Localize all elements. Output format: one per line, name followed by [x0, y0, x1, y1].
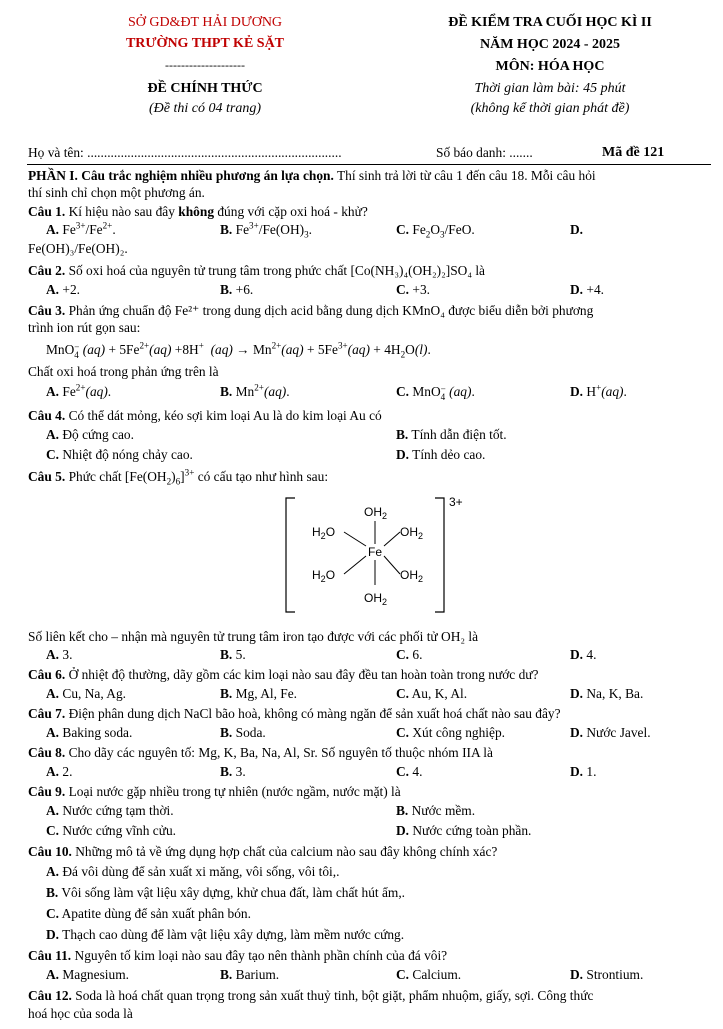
svg-text:OH2: $OH_2$	[364, 505, 388, 521]
q1-option-d: D.	[570, 222, 584, 237]
q11-option-c: C. Calcium.	[396, 967, 462, 982]
q6-option-a: A. Cu, Na, Ag.	[46, 686, 126, 701]
q3-stem: Câu 3. Phản ứng chuẩn độ Fe²⁺ trong dung dịch acid bằng dung dịch KMnO₄ được biểu diễn bởi phương	[28, 303, 594, 318]
svg-text:Fe: Fe	[368, 545, 383, 559]
q12-stem: Câu 12. Soda là hoá chất quan trọng trong sản xuất thuỷ tinh, bột giặt, phẩm nhuộm, giấy, sợi. Công thức	[28, 988, 594, 1003]
dept-name: SỞ GD&ĐT HẢI DƯƠNG	[127, 15, 283, 30]
exam-title: ĐỀ KIỂM TRA CUỐI HỌC KÌ II	[448, 15, 652, 30]
svg-text:H2O: $H_2O$	[312, 568, 336, 584]
q8-option-b: B. 3.	[220, 764, 246, 779]
part1-line2: thí sinh chỉ chọn một phương án.	[28, 185, 205, 200]
subject: MÔN: HÓA HỌC	[495, 59, 605, 74]
q4-option-b: B. Tính dẫn điện tốt.	[396, 427, 507, 442]
part1-line1: PHẦN I. Câu trắc nghiệm nhiều phương án lựa chọn. Thí sinh trả lời từ câu 1 đến câu 18. Mỗi câu hỏi	[28, 168, 596, 183]
q5-question: Số liên kết cho – nhận mà nguyên tử trung tâm iron tạo được với các phối tử OH₂ là	[28, 629, 479, 644]
q5-option-a: A. 3.	[46, 647, 73, 662]
header-dashes: --------------------	[165, 58, 245, 72]
exam-code: Mã đề 121	[602, 145, 665, 160]
svg-text:OH2: $OH_2$	[400, 525, 424, 541]
svg-text:H2O: $H_2O$	[312, 525, 336, 541]
q2-option-a: A. +2.	[46, 282, 80, 297]
svg-text:3+: 3+	[449, 495, 463, 509]
school-year: NĂM HỌC 2024 - 2025	[480, 37, 620, 52]
q10-option-c: C. Apatite dùng để sản xuất phân bón.	[46, 906, 251, 921]
school-name: TRƯỜNG THPT KẺ SẶT	[125, 36, 285, 51]
q4-stem: Câu 4. Có thể dát mỏng, kéo sợi kim loại Au là do kim loại Au có	[28, 408, 382, 423]
q12-stem-2: hoá học của soda là	[28, 1006, 133, 1021]
q3-option-d: D. H+(aq).	[570, 382, 627, 399]
divider	[27, 164, 711, 165]
q6-option-d: D. Na, K, Ba.	[570, 686, 644, 701]
q3-question: Chất oxi hoá trong phản ứng trên là	[28, 364, 219, 379]
q7-option-d: D. Nước Javel.	[570, 725, 651, 740]
q2-option-d: D. +4.	[570, 282, 604, 297]
name-field-label: Họ và tên: ............................................................................	[28, 145, 342, 160]
q2-option-b: B. +6.	[220, 282, 254, 297]
q10-option-a: A. Đá vôi dùng để sản xuất xi măng, vôi sống, vôi tôi,.	[46, 864, 340, 879]
q8-option-c: C. 4.	[396, 764, 423, 779]
q8-option-a: A. 2.	[46, 764, 73, 779]
q2-stem: Câu 2. Số oxi hoá của nguyên tử trung tâm trong phức chất [Co(NH₃)₄(OH₂)₂]SO₄ là	[28, 263, 485, 278]
q9-option-c: C. Nước cứng vĩnh cửu.	[46, 823, 177, 838]
q6-option-c: C. Au, K, Al.	[396, 686, 468, 701]
q1-stem: Câu 1. Kí hiệu nào sau đây không đúng với cặp oxi hoá - khử?	[28, 204, 368, 219]
q1-option-c: C. $Fe_2O_3$/FeO.	[396, 222, 475, 240]
q5-stem: Câu 5. Phức chất $[Fe(OH_2)_6]^{3+}$ có cấu tạo như hình sau:	[28, 467, 329, 487]
q11-option-d: D. Strontium.	[570, 967, 644, 982]
svg-text:OH2: $OH_2$	[364, 591, 388, 607]
q1-option-a: A. $Fe^{3+}/Fe^{2+}$.	[46, 220, 116, 237]
q5-option-d: D. 4.	[570, 647, 597, 662]
q1-option-b: B. $Fe^{3+}/Fe(OH)_3$.	[220, 220, 313, 240]
q10-option-d: D. Thạch cao dùng để làm vật liệu xây dựng, làm mềm nước cứng.	[46, 927, 405, 942]
q9-option-b: B. Nước mềm.	[396, 803, 476, 818]
q3-option-b: B. $Mn^{2+}(aq)$.	[220, 382, 290, 399]
official-label: ĐỀ CHÍNH THỨC	[147, 81, 263, 96]
complex-structure-diagram	[282, 494, 482, 616]
q10-stem: Câu 10. Những mô tả về ứng dụng hợp chất của calcium nào sau đây không chính xác?	[28, 844, 498, 859]
q2-option-c: C. +3.	[396, 282, 430, 297]
svg-text:OH2: $OH_2$	[400, 568, 424, 584]
q3-option-a: A. $Fe^{2+}(aq)$.	[46, 382, 112, 399]
q7-option-a: A. Baking soda.	[46, 725, 133, 740]
q10-option-b: B. Vôi sống làm vật liệu xây dựng, khử chua đất, làm chất hút ẩm,.	[46, 885, 406, 900]
q7-option-b: B. Soda.	[220, 725, 266, 740]
q8-stem: Câu 8. Cho dãy các nguyên tố: Mg, K, Ba, Na, Al, Sr. Số nguyên tố thuộc nhóm IIA là	[28, 745, 493, 760]
time-limit: Thời gian làm bài: 45 phút	[474, 81, 626, 96]
q4-option-a: A. Độ cứng cao.	[46, 427, 134, 442]
q4-option-d: D. Tính dẻo cao.	[396, 447, 486, 462]
time-note: (không kể thời gian phát đề)	[470, 101, 630, 116]
q7-option-c: C. Xút công nghiệp.	[396, 725, 505, 740]
q11-option-b: B. Barium.	[220, 967, 280, 982]
q3-equation: MnO − 4 $(aq) + 5Fe^{2+}(aq) +8H^+$ $(aq) \to Mn^{2+}(aq) + 5Fe^{3+}(aq) + 4H_2O(l)$.	[46, 340, 431, 360]
q5-option-c: C. 6.	[396, 647, 423, 662]
page-count: (Đề thi có 04 trang)	[149, 101, 261, 116]
student-id-label: Số báo danh: .......	[436, 145, 533, 160]
q3-option-c: C. MnO − 4 (aq).	[396, 383, 475, 402]
q8-option-d: D. 1.	[570, 764, 597, 779]
q6-option-b: B. Mg, Al, Fe.	[220, 686, 298, 701]
q11-option-a: A. Magnesium.	[46, 967, 129, 982]
q1-option-d-text: Fe(OH)₃/Fe(OH)₂.	[28, 241, 128, 256]
q5-option-b: B. 5.	[220, 647, 246, 662]
q4-option-c: C. Nhiệt độ nóng chảy cao.	[46, 447, 193, 462]
q9-option-a: A. Nước cứng tạm thời.	[46, 803, 174, 818]
q9-option-d: D. Nước cứng toàn phần.	[396, 823, 532, 838]
q6-stem: Câu 6. Ở nhiệt độ thường, dãy gồm các kim loại nào sau đây đều tan hoàn toàn trong nước dư?	[28, 667, 539, 682]
q9-stem: Câu 9. Loại nước gặp nhiều trong tự nhiên (nước ngầm, nước mặt) là	[28, 784, 401, 799]
q3-stem-2: trình ion rút gọn sau:	[28, 320, 141, 335]
q7-stem: Câu 7. Điện phân dung dịch NaCl bão hoà, không có màng ngăn để sản xuất hoá chất nào sau đây?	[28, 706, 561, 721]
q11-stem: Câu 11. Nguyên tố kim loại nào sau đây tạo nên thành phần chính của đá vôi?	[28, 948, 448, 963]
